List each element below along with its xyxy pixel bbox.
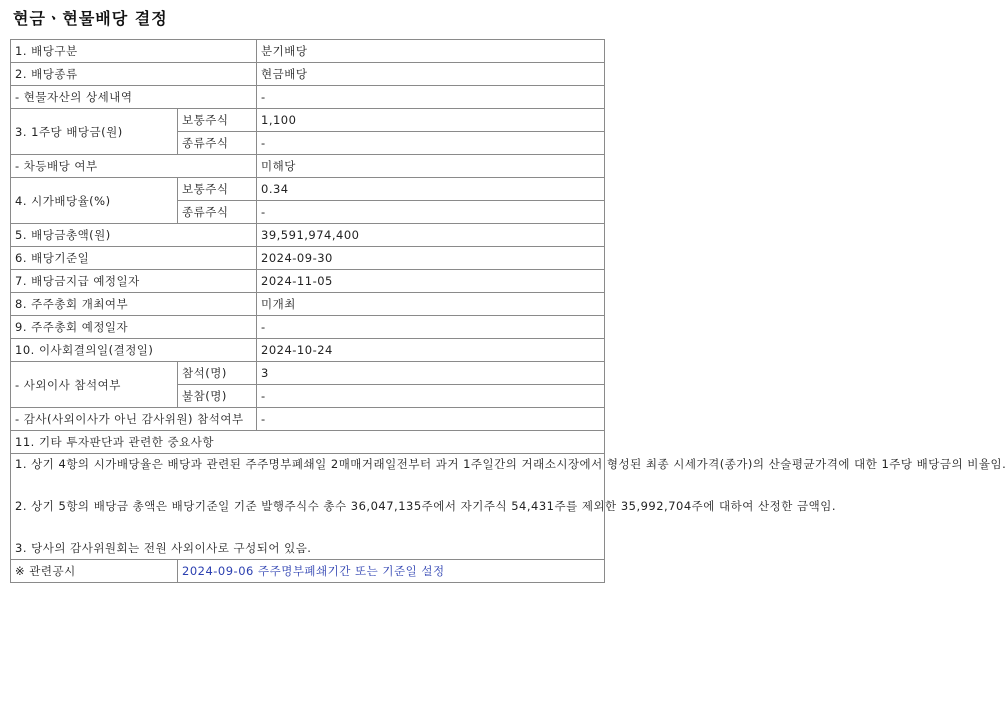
table-row [11,270,605,293]
agm-held-value: 미개최 [257,293,605,316]
table-row [11,560,605,583]
in-kind-detail-label: - 현물자산의 상세내역 [11,86,257,109]
table-row [11,86,605,109]
note-paragraph: 1. 상기 4항의 시가배당율은 배당과 관련된 주주명부폐쇄일 2매매거래일전부터 과거 1주일간의 거래소시장에서 형성된 최종 시세가격(종가)의 산술평균가격에 대한 1주당 배당금의 비율임. [15,457,1006,471]
dps-common-value: 1,100 [257,109,605,132]
table-row [11,178,605,201]
other-matters-notes [11,454,1006,560]
table-row [11,247,605,270]
dps-preferred-label: 종류주식 [178,132,257,155]
page-title: 현금ㆍ현물배당 결정 [13,9,168,28]
table-row [11,63,605,86]
table-row [11,408,605,431]
board-date-value: 2024-10-24 [257,339,605,362]
pay-date-label: 7. 배당금지급 예정일자 [11,270,257,293]
pay-date-value: 2024-11-05 [257,270,605,293]
auditor-label: - 감사(사외이사가 아닌 감사위원) 참석여부 [11,408,257,431]
record-date-value: 2024-09-30 [257,247,605,270]
agm-date-label: 9. 주주총회 예정일자 [11,316,257,339]
dividend-kind-label: 2. 배당종류 [11,63,257,86]
table-row [11,316,605,339]
outside-directors-present-value: 3 [257,362,605,385]
yield-preferred-label: 종류주식 [178,201,257,224]
table-row [11,339,605,362]
dps-common-label: 보통주식 [178,109,257,132]
related-disclosure-label: ※ 관련공시 [11,560,178,583]
agm-held-label: 8. 주주총회 개최여부 [11,293,257,316]
dividend-disclosure-table [10,39,1006,583]
table-row [11,293,605,316]
table-row [11,431,605,454]
yield-common-label: 보통주식 [178,178,257,201]
total-value: 39,591,974,400 [257,224,605,247]
dividend-type-label: 1. 배당구분 [11,40,257,63]
dividend-type-value: 분기배당 [257,40,605,63]
dps-preferred-value: - [257,132,605,155]
outside-directors-present-label: 참석(명) [178,362,257,385]
table-row [11,40,605,63]
table-row [11,155,605,178]
outside-directors-absent-label: 불참(명) [178,385,257,408]
outside-directors-label: - 사외이사 참석여부 [11,362,178,408]
yield-label: 4. 시가배당율(%) [11,178,178,224]
differential-value: 미해당 [257,155,605,178]
table-row [11,362,605,385]
record-date-label: 6. 배당기준일 [11,247,257,270]
related-disclosure-link[interactable]: 2024-09-06 주주명부폐쇄기간 또는 기준일 설정 [178,560,605,583]
dividend-kind-value: 현금배당 [257,63,605,86]
yield-preferred-value: - [257,201,605,224]
in-kind-detail-value: - [257,86,605,109]
dps-label: 3. 1주당 배당금(원) [11,109,178,155]
table-row [11,454,605,560]
table-row [11,109,605,132]
note-paragraph: 3. 당사의 감사위원회는 전원 사외이사로 구성되어 있음. [15,541,312,555]
board-date-label: 10. 이사회결의일(결정일) [11,339,257,362]
yield-common-value: 0.34 [257,178,605,201]
other-matters-header: 11. 기타 투자판단과 관련한 중요사항 [11,431,605,454]
differential-label: - 차등배당 여부 [11,155,257,178]
total-label: 5. 배당금총액(원) [11,224,257,247]
outside-directors-absent-value: - [257,385,605,408]
auditor-value: - [257,408,605,431]
note-paragraph: 2. 상기 5항의 배당금 총액은 배당기준일 기준 발행주식수 총수 36,047,135주에서 자기주식 54,431주를 제외한 35,992,704주에 대하여 산정한 금액임. [15,499,836,513]
table-row [11,224,605,247]
agm-date-value: - [257,316,605,339]
